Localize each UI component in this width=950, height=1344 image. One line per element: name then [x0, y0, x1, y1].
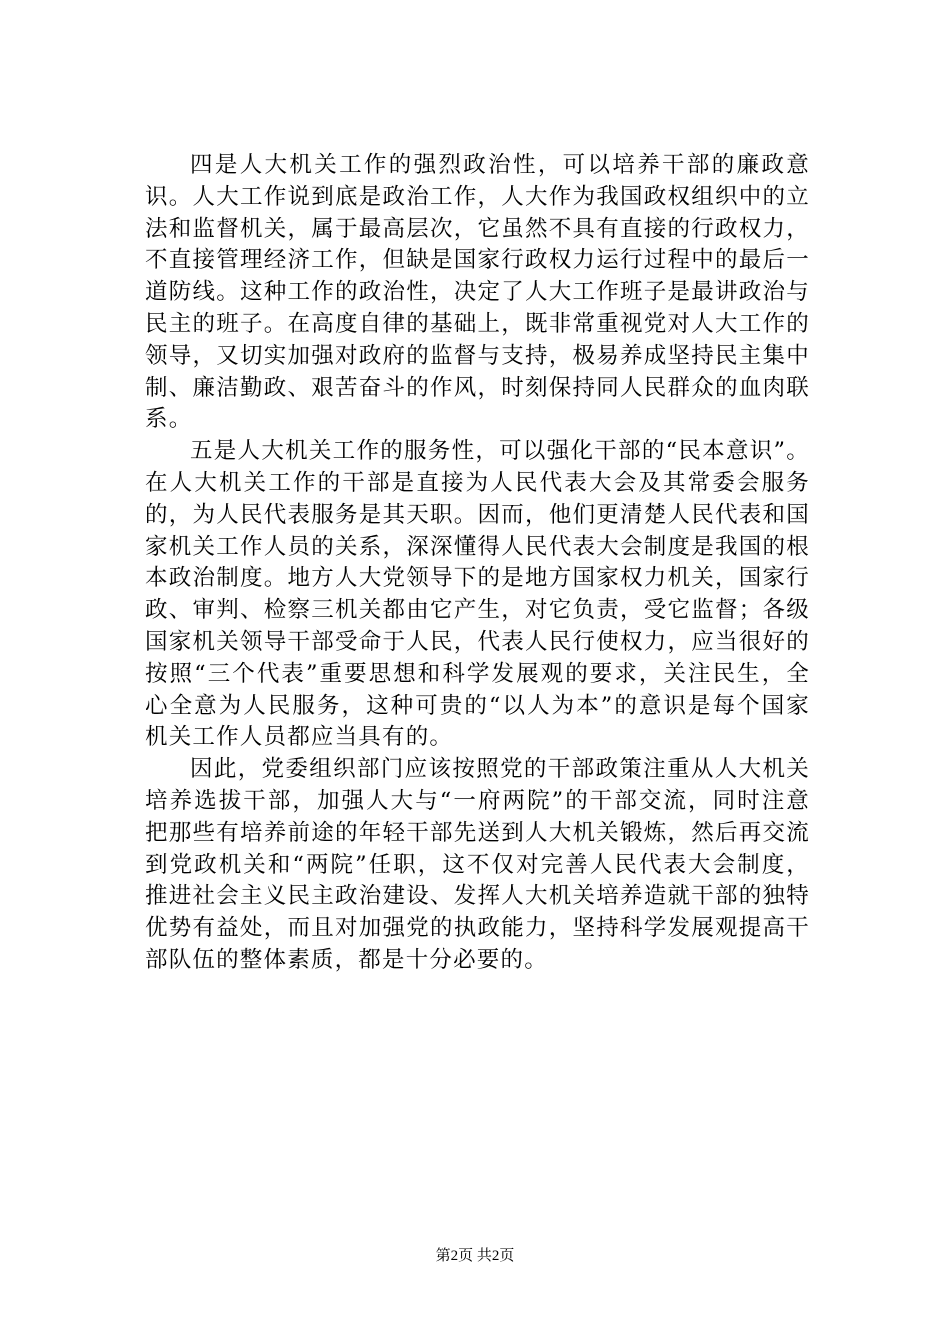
paragraph-fifth-point: 五是人大机关工作的服务性，可以强化干部的“民本意识”。在人大机关工作的干部是直接为人民代表大会及其常委会服务的，为人民代表服务是其天职。因而，他们更清楚人民代表和国家机关工作人员的关系，深深懂得人民代表大会制度是我国的根本政治制度。地方人大党领导下的是地方国家权力机关，国家行政、审判、检察三机关都由它产生，对它负责，受它监督；各级国家机关领导干部受命于人民，代表人民行使权力，应当很好的按照“三个代表”重要思想和科学发展观的要求，关注民生，全心全意为人民服务，这种可贵的“以人为本”的意识是每个国家机关工作人员都应当具有的。	[145, 438, 810, 751]
page-number-footer: 第2页 共2页	[435, 1248, 515, 1264]
document-body	[145, 150, 810, 977]
paragraph-conclusion: 因此，党委组织部门应该按照党的干部政策注重从人大机关培养选拔干部，加强人大与“一府两院”的干部交流，同时注意把那些有培养前途的年轻干部先送到人大机关锻炼，然后再交流到党政机关和“两院”任职，这不仅对完善人民代表大会制度，推进社会主义民主政治建设、发挥人大机关培养造就干部的独特优势有益处，而且对加强党的执政能力，坚持科学发展观提高干部队伍的整体素质，都是十分必要的。	[145, 756, 810, 973]
paragraph-fourth-point: 四是人大机关工作的强烈政治性，可以培养干部的廉政意识。人大工作说到底是政治工作，人大作为我国政权组织中的立法和监督机关，属于最高层次，它虽然不具有直接的行政权力，不直接管理经济工作，但缺是国家行政权力运行过程中的最后一道防线。这种工作的政治性，决定了人大工作班子是最讲政治与民主的班子。在高度自律的基础上，既非常重视党对人大工作的领导，又切实加强对政府的监督与支持，极易养成坚持民主集中制、廉洁勤政、艰苦奋斗的作风，时刻保持同人民群众的血肉联系。	[145, 152, 810, 433]
